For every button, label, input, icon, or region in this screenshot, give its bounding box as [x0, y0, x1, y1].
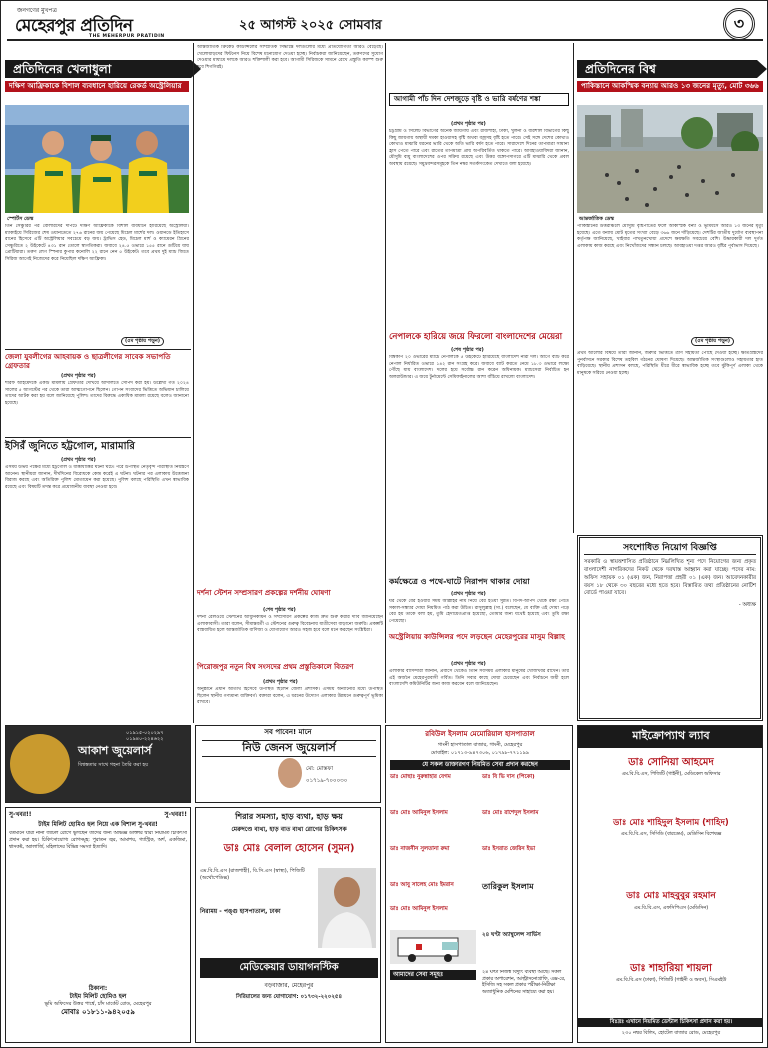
world-lead-body: পাকিস্তানের উত্তরাঞ্চলে মৌসুমি বৃষ্টিপাতের ফলে আকস্মিক বন্যা ও ভূমিধসে আরও ১৩ জনের মৃত্যু হয়েছে। এতে বন্যায় মোট মৃতের সংখ্যা বেড়ে ৩৬৬ জনে দাঁড়িয়েছে। দেশটির জাতীয় দুর্যোগ ব্যবস্থাপনা কর্তৃপক্ষ জানিয়েছে, খাইবার পাখতুনখোয়া প্রদেশে ক্ষয়ক্ষতি সবচেয়ে বেশি। উদ্ধারকারী দল দুর্গত এলাকায় কাজ করছে এবং নিখোঁজদের সন্ধান চলছে। আবহাওয়া দপ্তর আরও বৃষ্টির পূর্বাভাস দিয়েছে।	[577, 224, 763, 249]
diag-name: মেডিকেয়ার ডায়াগনস্টিক	[200, 958, 378, 978]
sports-banner: প্রতিদিনের খেলাধুলা	[5, 60, 191, 78]
flood-photo	[577, 105, 763, 213]
notice-sign: - অধ্যক্ষ	[738, 602, 756, 609]
hosp-doc8: তারিকুল ইসলাম	[482, 882, 534, 891]
hosp-ambulance: ২৪ ঘণ্টা অ্যাম্বুলেন্স সার্ভিস	[482, 932, 541, 938]
wp-headline[interactable]: পিরোজপুর নতুন বিশ্ব সংসদের প্রথম প্রস্তুতিকালে বিতরণ	[197, 663, 354, 671]
hosp-doc5: ডাঃ নাজনীন সুলতানা রুমা	[390, 846, 450, 852]
homeo-header-right: সু-খবর!!	[164, 811, 187, 818]
hosp-doc7: ডাঃ আবু সালেহ মোঃ ইমরান	[390, 882, 454, 888]
hospital-address: গাংনী হাসপাতাল বাজার, গাংনী, মেহেরপুর	[437, 742, 523, 748]
news-jewel-tagline: সব পাবেন! মানে	[264, 728, 312, 736]
akash-jewellers-ad[interactable]	[5, 725, 191, 803]
cricket-photo	[5, 105, 189, 213]
darshana-headline[interactable]: দর্শনা স্টেশন সম্প্রসারণ প্রকল্পের দর্শনীয় ঘোষণা	[197, 588, 331, 597]
homeo-body: বর্তমানে যারা নানা জটিল রোগে ভুগছেন তাদের জন্য অভিজ্ঞ ডাক্তার দ্বারা নিয়মিত চিকিৎসা প্রদান করা হয়। চিকিৎসাযোগ্য রোগসমূহ: পুরাতন জ্বর, আমাশয়, গ্যাস্ট্রিক, অর্শ, একজিমা, শ্বাসকষ্ট, অ্যালার্জি, মহিলাদের বিভিন্ন সমস্যা ইত্যাদি।	[9, 831, 187, 851]
homeo-phone[interactable]: মোবাঃ ০১৮১১-৯৪২০৫৯	[61, 1008, 135, 1017]
page-number: ৩	[723, 8, 755, 40]
column-rule	[193, 43, 194, 723]
lab-doc4: ডাঃ শাহারিয়া শায়লা	[630, 963, 712, 974]
jewel-phone: ০১৯১৫-০২০২৯৭	[126, 730, 164, 736]
hosp-doc6: ডাঃ ইসরাত জেরিন ইভা	[482, 846, 536, 852]
wp-tag: (প্রথম পৃষ্ঠার পর)	[263, 679, 298, 685]
sports-lead-headline[interactable]: দক্ষিণ আফ্রিকাকে বিশাল ব্যবধানে হারিয়ে রেকর্ড অস্ট্রেলিয়ার	[5, 81, 189, 92]
world-lead-headline[interactable]: পাকিস্তানে আকস্মিক বন্যায় আরও ১৩ জনের মৃত্যু, মোট ৩৬৬	[577, 81, 763, 92]
news-jewel-owner: মো: মোস্তফা	[306, 766, 333, 772]
doctor-name: ডাঃ মোঃ বেলাল হোসেন (সুমন)	[223, 843, 355, 854]
jewel-phone2: ০১৯৪০-২২৪৬২২	[126, 736, 164, 742]
homeo-address2: ভূমি অফিসের উত্তর পার্শ্বে, চাঁদ মার্কেট রোড, মেহেরপুর	[44, 1001, 152, 1008]
world-lead-continue[interactable]: (৫ম পৃষ্ঠায় পড়ুন)	[691, 337, 734, 346]
jewel-sub: বিশ্বস্ততার সাথে গহনা তৈরি করা হয়	[78, 762, 149, 768]
doctor-sub: মেরুদণ্ডে ব্যথা, হাড় বাত ব্যথা রোগের চিকিৎসক	[231, 826, 347, 833]
masthead-tagline: জনগণের মুখপত্র	[17, 7, 57, 14]
nepal-headline[interactable]: নেপালকে হারিয়ে জয়ে ফিরলো বাংলাদেশের মেয়েরা	[389, 331, 563, 341]
lab-footer: বিঃদ্রঃ এখানে নিয়মিত ডেন্টাল চিকিৎসা প্রদান করা হয়।	[578, 1018, 763, 1027]
homeo-header-left: সু-খবর!!	[9, 811, 32, 818]
lab-doc1: ডাঃ সোনিয়া আহমেদ	[628, 757, 714, 768]
hosp-doc3: ডাঃ মোঃ আমিনুল ইসলাম	[390, 810, 448, 816]
doctor-hospital: নিরাময় - পঙ্গু হাসপাতাল, ঢাকা	[200, 908, 281, 915]
hosp-doc1: ডাঃ মোছাঃ নুরুন্নাহার বেগম	[390, 774, 451, 780]
hospital-ad[interactable]	[385, 725, 573, 1043]
story3-headline[interactable]: ইসিরঁ জুনিতে হট্টগোল, মারামারি	[5, 441, 135, 452]
hosp-services-title: আমাদের সেবা সমূহঃ	[390, 970, 476, 980]
homeo-address-label: ঠিকানা:	[88, 985, 108, 993]
job-notice-ad	[577, 535, 763, 721]
hospital-phone[interactable]: মোবাইল: ০১৭১৩-৯৪৭৩০৬, ০১৭৯৮-৭৭১১৯৯	[430, 750, 530, 756]
dua-headline[interactable]: কর্মক্ষেত্রে ও পথে-ঘাটে নিরাপদ থাকার দোয়া	[389, 577, 530, 586]
homeo-header-row	[9, 811, 187, 819]
masthead-title-en: THE MEHERPUR PRATIDIN	[89, 34, 165, 39]
lab-doc2-deg: এম.বি.বি.এস, সিসিডি (বারডেম), মেডিসিন বিশেষজ্ঞ	[620, 832, 722, 837]
homeo-ad[interactable]	[5, 807, 191, 1043]
hosp-doc2: ডাঃ বি ভি দাস (পিকো)	[482, 774, 535, 780]
masthead	[7, 7, 763, 41]
story2-body: শরিফ আহমেদকে একটি মামলায় গ্রেফতার দেখিয়ে আদালতে সোপর্দ করা হয়। উল্লেখ্য গত ২০২৪ সালের ৫ আগস্টের পর থেকে তারা আত্মগোপনে ছিলেন। গোপন সংবাদের ভিত্তিতে অভিযান চালিয়ে তাদের আটক করা হয় বলে জানিয়েছে পুলিশ। তাদের বিরুদ্ধে একাধিক মামলা রয়েছে বলেও জানানো হয়েছে।	[5, 381, 189, 406]
masthead-title[interactable]: মেহেরপুর প্রতিদিন	[15, 16, 133, 36]
middle-col-body: আন্তর্জাতিক ক্রিকেট কাউন্সিলের সাম্প্রতিক সিদ্ধান্তে দলগুলোর মধ্যে প্রতিযোগিতা আরও বেড়েছে। খেলোয়াড়দের ফিটনেস নিয়ে বিশেষ মনোযোগ দেওয়া হচ্ছে। নির্বাচকরা জানিয়েছেন, তরুণদের সুযোগ দেওয়ার মাধ্যমে দলকে আরও শক্তিশালী করা হবে। আগামী সিরিজকে সামনে রেখে প্রস্তুতি ক্যাম্প শুরু হবে শিগগিরই।	[197, 45, 383, 70]
divider	[5, 437, 191, 438]
news-jewel-name: নিউ জেনস জুয়েলার্স	[202, 740, 376, 757]
doctor-ad[interactable]	[195, 807, 381, 1043]
lab-doc1-deg: এম.বি.বি.এস, পিজিটি (গাইনী), মেডিকেল অফিসার	[621, 772, 721, 777]
hosp-doc4: ডাঃ মোঃ রাশেদুল ইসলাম	[482, 810, 539, 816]
doctor-photo	[318, 868, 376, 948]
sports-lead-tag: স্পোর্টস ডেস্ক	[7, 216, 34, 222]
dua-body: ঘর থেকে বের হওয়ার সময় আল্লাহর নাম নিয়ে বের হওয়া সুন্নত। বিপদ-আপদ থেকে রক্ষা পেতে সকাল-সন্ধ্যার দোয়া নিয়মিত পাঠ করা উচিত। রাসুলুল্লাহ (সা.) বলেছেন, যে ব্যক্তি এই দোয়া পড়ে বের হয় তাকে বলা হয়, তুমি হেদায়েতপ্রাপ্ত হয়েছো, তোমার জন্য যথেষ্ট হয়েছে এবং তুমি রক্ষা পেয়েছো।	[389, 599, 569, 624]
divider	[5, 349, 191, 350]
micropath-lab-ad[interactable]	[577, 725, 763, 1043]
doctor-degree: এম.বি.বি.এস (রাজশাহী), বি.সি.এস (স্বাস্থ্য), পিজিটি (অর্থোপেডিক্স)	[200, 868, 305, 881]
jewel-image	[10, 734, 70, 794]
jewel-name: আকাশ জুয়েলার্স	[78, 744, 152, 757]
issue-date: ২৫ আগস্ট ২০২৫ সোমবার	[239, 18, 382, 33]
rain-body: চট্টগ্রাম ও সিলেট বিভাগের অনেক জায়গায় এবং রাজশাহী, ঢাকা, খুলনা ও বরিশাল বিভাগের কিছু কিছু জায়গায় অস্থায়ী দমকা হাওয়াসহ বৃষ্টি অথবা বজ্রসহ বৃষ্টি হতে পারে। সেই সঙ্গে দেশের কোথাও কোথাও মাঝারি ধরনের ভারি থেকে অতি ভারি বর্ষণ হতে পারে। সারাদেশে দিনের তাপমাত্রা সামান্য হ্রাস পেতে পারে এবং রাতের তাপমাত্রা প্রায় অপরিবর্তিত থাকতে পারে। আবহাওয়াবিদরা জানান, মৌসুমি বায়ু বাংলাদেশের ওপর সক্রিয় রয়েছে এবং উত্তর বঙ্গোপসাগরে এটি মাঝারি থেকে প্রবল অবস্থায় রয়েছে। সমুদ্রবন্দরসমূহকে তিন নম্বর সতর্কসংকেত দেখাতে বলা হয়েছে।	[389, 129, 569, 167]
world-col-body: প্রথম আলোর বিষয়ে তারা জানান, জরুরি ভিত্তিতে ত্রাণ সহায়তা পৌঁছে দেওয়া হচ্ছে। ক্ষতিগ্রস্তদের পুনর্বাসনে সরকার বিশেষ তহবিল গঠনের ঘোষণা দিয়েছে। আন্তর্জাতিক সংস্থাগুলোও সহায়তার হাত বাড়িয়েছে। স্থানীয় প্রশাসন বলছে, পরিস্থিতি ধীরে ধীরে স্বাভাবিক হচ্ছে তবে ঝুঁকিপূর্ণ এলাকা থেকে মানুষকে সরিয়ে নেওয়া হচ্ছে।	[577, 351, 763, 376]
column-rule	[573, 43, 574, 533]
wp-body: অনুষ্ঠানে প্রধান অতিথি হিসেবে উপস্থিত ছিলেন জেলা প্রশাসক। এসময় অন্যান্যের মধ্যে উপস্থিত ছিলেন স্থানীয় গণ্যমান্য ব্যক্তিবর্গ। বক্তারা বলেন, এ ধরনের উদ্যোগ এলাকার উন্নয়নে গুরুত্বপূর্ণ ভূমিকা রাখবে।	[197, 687, 383, 706]
sports-lead-body: তিন সেঞ্চুরির পর বোলারদের দাপটে দক্ষিণ আফ্রিকাকে বিশাল ব্যবধানে হারিয়েছে অস্ট্রেলিয়া। ম্যাকাইয়ে সিরিজের শেষ ওয়ানডেতে ২৭৬ রানের জয় পেয়েছে মিচেল মার্শের দল। ওয়ানডে ইতিহাসে রানের হিসেবে এটি অস্ট্রেলিয়ার সবচেয়ে বড় জয়। ট্রাভিস হেড, মিচেল মার্শ ও ক্যামেরন গ্রিনের সেঞ্চুরিতে ২ উইকেটে ৪৩১ রান তোলে স্বাগতিকরা। জবাবে ২৪.৫ ওভারে ১৫৫ রানে গুটিয়ে যায় প্রোটিয়ারা। তরুণ লেগ স্পিনার কুপার কনোলি ২২ রানে নেন ৫ উইকেট। তবে প্রথম দুই ম্যাচ জিতে সিরিজ আগেই নিজেদের করে নিয়েছিল দক্ষিণ আফ্রিকা।	[5, 224, 189, 262]
doctor-top: শিরার সমস্যা, হাড় ব্যথা, হাড় ক্ষয়	[235, 812, 343, 821]
story2-tag: (প্রথম পৃষ্ঠার পর)	[61, 373, 96, 379]
darshana-tag: (শেষ পৃষ্ঠার পর)	[263, 607, 296, 613]
nepal-tag: (শেষ পৃষ্ঠার পর)	[451, 347, 484, 353]
story3-body: এসময় উভয় পক্ষের মধ্যে হট্টগোল ও ধাক্কাধাক্কির ঘটনা ঘটে। পরে উপস্থিত নেতৃবৃন্দ পরিস্থিতি নিয়ন্ত্রণে আনেন। স্থানীয়রা জানান, দীর্ঘদিনের বিরোধকে কেন্দ্র করেই এ ঘটনা। ঘটনার পর এলাকায় উত্তেজনা বিরাজ করছে এবং অতিরিক্ত পুলিশ মোতায়েন করা হয়েছে। পুলিশ বলছে পরিস্থিতি এখন স্বাভাবিক রয়েছে এবং বিষয়টি তদন্ত করে প্রয়োজনীয় ব্যবস্থা নেওয়া হবে।	[5, 465, 189, 490]
world-banner: প্রতিদিনের বিশ্ব	[577, 60, 757, 78]
lab-address: ২৩০ নম্বর বিলিং, হোটেল বাজার রোড, মেহেরপুর	[621, 1030, 721, 1036]
hospital-banner: যে সকল ডাক্তারগণ নিয়মিত সেবা প্রদান করছেন	[390, 760, 570, 770]
hospital-name: রবিউল ইসলাম মেমোরিয়াল হাসপাতাল	[425, 730, 535, 738]
story2-headline[interactable]: জেলা যুবলীগের আহবায়ক ও ছাত্রলীগের সাবেক সভাপতি গ্রেফতার	[5, 352, 171, 370]
rain-tag: (প্রথম পৃষ্ঠার পর)	[451, 121, 486, 127]
ambulance-image	[390, 930, 476, 964]
column-rule	[385, 43, 386, 723]
rain-headline[interactable]: আগামী পাঁচ দিন দেশজুড়ে বৃষ্টি ও ভারি বর্ষণের শঙ্কা	[389, 93, 569, 106]
news-jewellers-ad[interactable]	[195, 725, 381, 803]
notice-title: সংশোধিত নিয়োগ বিজ্ঞপ্তি	[584, 542, 756, 555]
owner-photo	[278, 758, 302, 788]
lab-doc3-deg: এম.বি.বি.এস, এফসিপিএস (মেডিসিন)	[633, 906, 709, 911]
nepal-body: বিশ্বকাপ ২০ ওভারের ম্যাচে নেপালকে ৫ উইকেটে হারিয়েছে বাংলাদেশ নারী দল। আগে ব্যাট করে নেপাল নির্ধারিত ওভারে ১৪২ রান সংগ্রহ করে। জবাবে ব্যাট করতে নেমে ১৮.৩ ওভারে লক্ষ্যে পৌঁছে যায় বাংলাদেশ। দলের হয়ে সর্বোচ্চ রান করেন অধিনায়ক। ম্যাচসেরা নির্বাচিত হন অলরাউন্ডার। এ জয়ে টুর্নামেন্টে সেমিফাইনালের আশা বাঁচিয়ে রাখলো বাংলাদেশ।	[389, 355, 569, 380]
world-lead-tag: আন্তর্জাতিক ডেস্ক	[579, 216, 614, 222]
lab-doc3: ডাঃ মোঃ মাহবুবুর রহমান	[626, 891, 716, 901]
hosp-doc9: ডাঃ মোঃ আমিনুল ইসলাম	[390, 906, 448, 912]
homeo-title: টাইম মিলিট হোমিও হল নিয়ে এক বিশাল সু-খবর!	[38, 821, 158, 829]
dua-tag: (প্রথম পৃষ্ঠার পর)	[451, 591, 486, 597]
hosp-services-body: ২৪ ঘণ্টা নিজস্ব বিদ্যুৎ ব্যবস্থা আছে। সকল প্রকার অপারেশন, আল্ট্রাসনোগ্রাফি, এক্স-রে, ইসিজি সহ সকল প্রকার পরীক্ষা-নিরীক্ষা অত্যাধুনিক মেশিনের সাহায্যে করা হয়।	[482, 970, 566, 996]
news-jewel-phone: ০১৭১৯-৭০০০৩০	[306, 778, 348, 784]
darshana-body: দর্শনা রেলওয়ে স্টেশনের আধুনিকায়ন ও সম্প্রসারণ প্রকল্পের কাজ দ্রুত শুরু করার দাবি জানিয়েছেন এলাকাবাসী। তারা বলেন, সীমান্তবর্তী এ স্টেশনের গুরুত্ব বিবেচনায় যাত্রীসেবা বাড়ানো জরুরি। প্রকল্পটি বাস্তবায়িত হলে আন্তর্জাতিক বাণিজ্য ও যোগাযোগ আরও সহজ হবে বলে মনে করছেন সংশ্লিষ্টরা।	[197, 615, 383, 634]
aus-body: এলাকার বাসিন্দারা জানান, প্রবাসে থেকেও তিনি সবসময় এলাকার মানুষের খোঁজখবর রাখেন। তার এই অর্জনে মেহেরপুরবাসী গর্বিত। তিনি সবার কাছে দোয়া চেয়েছেন এবং নির্বাচনে জয়ী হলে বাংলাদেশি কমিউনিটির জন্য কাজ করবেন বলে জানিয়েছেন।	[389, 669, 569, 688]
diag-address: বড়বাজার, মেহেরপুর	[264, 982, 314, 989]
lab-name: মাইক্রোপ্যাথ ল্যাব	[578, 726, 763, 748]
lab-doc2: ডাঃ মোঃ শাহিদুল ইসলাম (শাহিদ)	[613, 818, 729, 828]
aus-tag: (প্রথম পৃষ্ঠার পর)	[451, 661, 486, 667]
diag-phone[interactable]: সিরিয়ালের জন্য যোগাযোগ: ০১৭৩২-২২০২৫৪	[235, 994, 343, 1000]
story3-tag: (প্রথম পৃষ্ঠার পর)	[61, 457, 96, 463]
notice-body: সরকারি ও স্বায়ত্তশাসিত প্রতিষ্ঠানে নিম্নলিখিত শূন্য পদে নিয়োগের জন্য প্রকৃত বাংলাদেশী নাগরিকদের নিকট থেকে দরখাস্ত আহ্বান করা যাচ্ছে। পদের নাম: অফিস সহায়ক ০১ (এক) জন, নিরাপত্তা প্রহরী ০১ (এক) জন। আবেদনকারীর বয়স ১৮ থেকে ৩০ বছরের মধ্যে হতে হবে। বিস্তারিত তথ্য প্রতিষ্ঠানের নোটিশ বোর্ডে পাওয়া যাবে।	[584, 559, 756, 597]
aus-headline[interactable]: অস্ট্রেলিয়ায় কাউন্সিলর পদে লড়ছেন মেহেরপুরের মাসুম বিল্লাহ	[389, 632, 565, 641]
homeo-address: টাইম মিলিট হোমিও হল	[69, 993, 127, 1001]
lab-doc4-deg: এম.বি.বি.এস (ঢাকা), পিজিটি (গাইনী ও অবস), সিএমইউ	[615, 978, 727, 983]
sports-lead-continue[interactable]: (৫ম পৃষ্ঠায় পড়ুন)	[121, 337, 164, 346]
